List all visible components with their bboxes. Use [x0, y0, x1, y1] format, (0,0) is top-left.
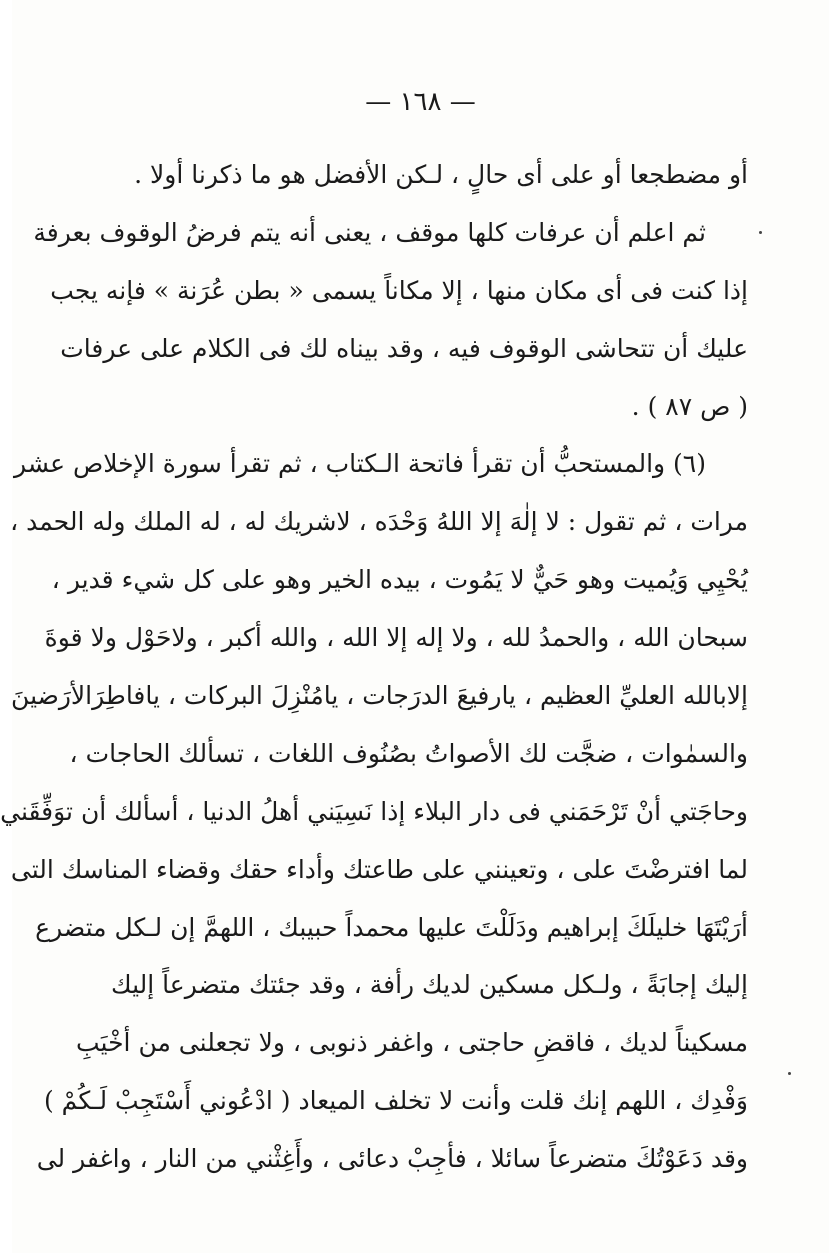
- text-line: إلابالله العليِّ العظيم ، يارفيعَ الدرَجات ، يامُنْزِلَ البركات ، يافاطِرَالأرَضينَ: [11, 681, 748, 711]
- text-line: ( ص ٨٧ ) .: [631, 391, 748, 421]
- body-text: [0, 146, 748, 1188]
- text-line: وقد دَعَوْتُكَ متضرعاً سائلا ، فأجِبْ دعائى ، وأَغِثْني من النار ، واغفر لى: [36, 1144, 748, 1174]
- text-line: أو مضطجعا أو على أى حالٍ ، لـكن الأفضل هو ما ذكرنا أولا .: [134, 160, 748, 189]
- text-line: يُحْيِي وَيُميت وهو حَيٌّ لا يَمُوت ، بيده الخير وهو على كل شيء قدير ،: [51, 565, 748, 595]
- text-line: لما افترضْتَ على ، وتعينني على طاعتك وأداء حقك وقضاء المناسك التى: [10, 854, 748, 884]
- text-line: سبحان الله ، والحمدُ لله ، ولا إله إلا الله ، والله أكبر ، ولاحَوْل ولا قوةَ: [44, 623, 748, 653]
- text-line: وَفْدِك ، اللهم إنك قلت وأنت لا تخلف الميعاد ( ادْعُوني أَسْتَجِبْ لَـكُمْ ): [43, 1086, 748, 1116]
- text-line: مسكيناً لديك ، فاقضِ حاجتى ، واغفر ذنوبى ، ولا تجعلنى من أخْيَبِ: [76, 1028, 748, 1058]
- scan-speck: [788, 1072, 791, 1075]
- text-line: والسمٰوات ، ضجَّت لك الأصواتُ بصُنُوف اللغات ، تسألك الحاجات ،: [69, 738, 748, 768]
- text-line: عليك أن تتحاشى الوقوف فيه ، وقد بيناه لك فى الكلام على عرفات: [60, 333, 748, 363]
- text-line: إذا كنت فى أى مكان منها ، إلا مكاناً يسمى « بطن عُرَنة » فإنه يجب: [50, 275, 748, 305]
- text-line: وحاجَتي أنْ تَرْحَمَني فى دار البلاء إذا نَسِيَني أهلُ الدنيا ، أسألك أن توَفِّقَني: [0, 796, 748, 826]
- text-line: (٦) والمستحبُّ أن تقرأ فاتحة الـكتاب ، ثم تقرأ سورة الإخلاص عشر: [14, 449, 706, 479]
- scan-speck: [759, 231, 762, 234]
- text-line: أرَيْتَهَا خليلَكَ إبراهيم ودَلَلْتَ عليها محمداً حبيبك ، اللهمَّ إن لـكل متضرع: [35, 912, 748, 942]
- text-line: إليك إجابَةً ، ولـكل مسكين لديك رأفة ، وقد جئتك متضرعاً إليك: [111, 970, 748, 1000]
- text-line: مرات ، ثم تقول : لا إلٰهَ إلا اللهُ وَحْدَه ، لاشريك له ، له الملك وله الحمد ،: [10, 507, 748, 537]
- page-number: — ١٦٨ —: [365, 87, 476, 117]
- text-line: ثم اعلم أن عرفات كلها موقف ، يعنى أنه يتم فرضُ الوقوف بعرفة: [33, 217, 706, 247]
